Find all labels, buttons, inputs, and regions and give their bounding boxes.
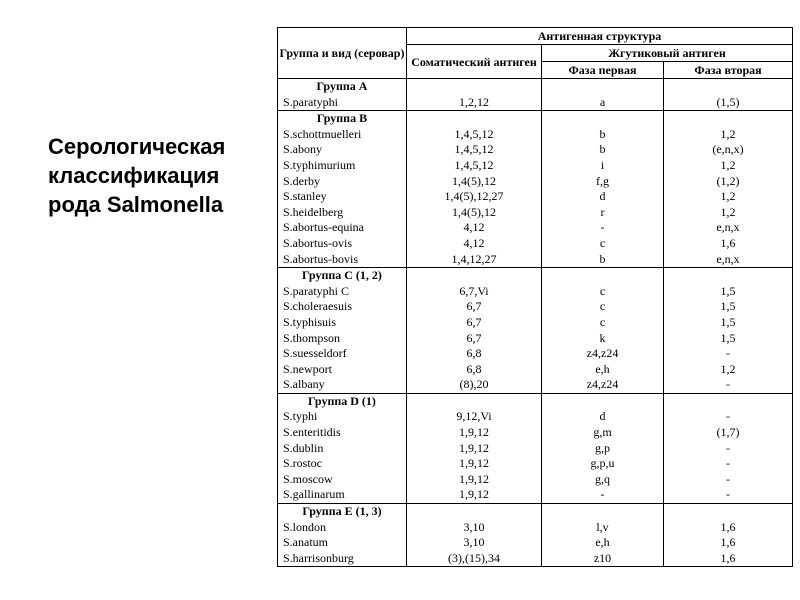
header-phase1: Фаза первая [542,62,664,79]
phase1-cell: c [542,284,664,300]
phase1-cell: l,v [542,520,664,536]
title-line: Серологическая [48,134,226,159]
phase2-cell: 1,2 [664,158,793,174]
header-flagellar: Жгутиковый антиген [542,45,793,62]
somatic-antigen-cell: 1,4,12,27 [407,252,542,268]
phase1-cell: e,h [542,535,664,551]
group-name: Группа С (1, 2) [278,268,407,284]
phase2-cell: - [664,346,793,362]
table-row [278,315,793,331]
phase2-cell: (e,n,x) [664,142,793,158]
phase2-cell: - [664,487,793,503]
phase2-cell: 1,5 [664,331,793,347]
phase1-cell: d [542,409,664,425]
species-cell: S.harrisonburg [278,551,407,567]
table-row [278,377,793,393]
table-row [278,472,793,488]
phase1-cell: k [542,331,664,347]
somatic-antigen-cell: 4,12 [407,236,542,252]
phase2-cell: 1,6 [664,535,793,551]
phase2-cell: e,n,x [664,252,793,268]
species-cell: S.dublin [278,441,407,457]
table-row [278,158,793,174]
group-name: Группа D (1) [278,393,407,409]
species-cell: S.typhi [278,409,407,425]
salmonella-classification-table [277,27,793,567]
phase1-cell: b [542,127,664,143]
somatic-antigen-cell: (8),20 [407,377,542,393]
somatic-antigen-cell: 3,10 [407,535,542,551]
slide-title [48,132,268,219]
species-cell: S.heidelberg [278,205,407,221]
table-row [278,189,793,205]
species-cell: S.moscow [278,472,407,488]
header-antigen-structure: Антигенная структура [407,28,793,45]
empty-cell [542,504,664,520]
header-group-species: Группа и вид (серовар) [278,28,407,79]
table-row [278,487,793,503]
phase1-cell: b [542,142,664,158]
species-cell: S.abortus-equina [278,220,407,236]
table-row [278,174,793,190]
phase2-cell: - [664,472,793,488]
somatic-antigen-cell: 1,4(5),12,27 [407,189,542,205]
somatic-antigen-cell: 6,8 [407,346,542,362]
empty-cell [407,79,542,95]
phase2-cell: e,n,x [664,220,793,236]
somatic-antigen-cell: 6,8 [407,362,542,378]
header-phase2: Фаза вторая [664,62,793,79]
phase2-cell: 1,2 [664,127,793,143]
phase2-cell: 1,6 [664,520,793,536]
species-cell: S.typhimurium [278,158,407,174]
species-cell: S.abortus-bovis [278,252,407,268]
phase1-cell: b [542,252,664,268]
phase1-cell: g,p [542,441,664,457]
somatic-antigen-cell: 1,2,12 [407,95,542,111]
somatic-antigen-cell: (3),(15),34 [407,551,542,567]
group-name: Группа Е (1, 3) [278,504,407,520]
phase2-cell: 1,6 [664,236,793,252]
species-cell: S.abony [278,142,407,158]
group-name: Группа А [278,79,407,95]
phase1-cell: f,g [542,174,664,190]
species-cell: S.stanley [278,189,407,205]
phase1-cell: i [542,158,664,174]
species-cell: S.suesseldorf [278,346,407,362]
empty-cell [407,268,542,284]
empty-cell [542,268,664,284]
phase1-cell: r [542,205,664,221]
title-line: классификация [48,163,220,188]
table-body [278,79,793,567]
table-row [278,127,793,143]
phase1-cell: d [542,189,664,205]
species-cell: S.typhisuis [278,315,407,331]
phase2-cell: (1,7) [664,425,793,441]
table-row [278,409,793,425]
table-row [278,456,793,472]
somatic-antigen-cell: 1,4(5),12 [407,174,542,190]
group-header-row [278,504,793,520]
species-cell: S.london [278,520,407,536]
empty-cell [664,504,793,520]
species-cell: S.paratyphi [278,95,407,111]
somatic-antigen-cell: 6,7 [407,315,542,331]
empty-cell [664,111,793,127]
table-row [278,236,793,252]
table-row [278,425,793,441]
table-row [278,535,793,551]
table-row [278,346,793,362]
phase1-cell: - [542,220,664,236]
phase2-cell: 1,2 [664,189,793,205]
species-cell: S.derby [278,174,407,190]
somatic-antigen-cell: 6,7 [407,299,542,315]
phase1-cell: g,p,u [542,456,664,472]
phase1-cell: c [542,315,664,331]
species-cell: S.thompson [278,331,407,347]
species-cell: S.albany [278,377,407,393]
phase2-cell: 1,5 [664,284,793,300]
table-row [278,331,793,347]
phase2-cell: - [664,377,793,393]
table-row [278,252,793,268]
somatic-antigen-cell: 1,9,12 [407,472,542,488]
empty-cell [542,79,664,95]
somatic-antigen-cell: 1,9,12 [407,487,542,503]
phase2-cell: 1,2 [664,205,793,221]
group-header-row [278,268,793,284]
phase2-cell: - [664,441,793,457]
empty-cell [407,504,542,520]
species-cell: S.rostoc [278,456,407,472]
empty-cell [664,79,793,95]
species-cell: S.paratyphi C [278,284,407,300]
table-row [278,362,793,378]
phase2-cell: (1,2) [664,174,793,190]
phase2-cell: (1,5) [664,95,793,111]
table-row [278,551,793,567]
empty-cell [542,111,664,127]
header-somatic: Соматический антиген [407,45,542,79]
table-row [278,284,793,300]
title-line: рода Salmonella [48,192,224,217]
somatic-antigen-cell: 9,12,Vi [407,409,542,425]
phase1-cell: g,m [542,425,664,441]
table-row [278,205,793,221]
somatic-antigen-cell: 1,4(5),12 [407,205,542,221]
table-row [278,142,793,158]
table-row [278,299,793,315]
phase1-cell: z4,z24 [542,346,664,362]
phase1-cell: e,h [542,362,664,378]
phase1-cell: c [542,236,664,252]
phase1-cell: z10 [542,551,664,567]
somatic-antigen-cell: 1,4,5,12 [407,127,542,143]
somatic-antigen-cell: 1,9,12 [407,441,542,457]
species-cell: S.choleraesuis [278,299,407,315]
phase2-cell: 1,2 [664,362,793,378]
empty-cell [542,393,664,409]
phase2-cell: 1,6 [664,551,793,567]
somatic-antigen-cell: 1,9,12 [407,425,542,441]
phase2-cell: - [664,456,793,472]
table-row [278,220,793,236]
phase2-cell: 1,5 [664,315,793,331]
species-cell: S.anatum [278,535,407,551]
somatic-antigen-cell: 4,12 [407,220,542,236]
somatic-antigen-cell: 1,4,5,12 [407,158,542,174]
phase1-cell: z4,z24 [542,377,664,393]
group-header-row [278,111,793,127]
group-header-row [278,79,793,95]
phase1-cell: - [542,487,664,503]
somatic-antigen-cell: 3,10 [407,520,542,536]
empty-cell [664,393,793,409]
species-cell: S.newport [278,362,407,378]
phase2-cell: 1,5 [664,299,793,315]
phase1-cell: a [542,95,664,111]
empty-cell [664,268,793,284]
phase1-cell: c [542,299,664,315]
somatic-antigen-cell: 6,7 [407,331,542,347]
group-header-row [278,393,793,409]
species-cell: S.schottmuelleri [278,127,407,143]
phase1-cell: g,q [542,472,664,488]
species-cell: S.enteritidis [278,425,407,441]
phase2-cell: - [664,409,793,425]
species-cell: S.gallinarum [278,487,407,503]
empty-cell [407,111,542,127]
table-row [278,441,793,457]
table-row [278,520,793,536]
somatic-antigen-cell: 1,4,5,12 [407,142,542,158]
group-name: Группа В [278,111,407,127]
somatic-antigen-cell: 6,7,Vi [407,284,542,300]
species-cell: S.abortus-ovis [278,236,407,252]
table-row [278,95,793,111]
somatic-antigen-cell: 1,9,12 [407,456,542,472]
empty-cell [407,393,542,409]
